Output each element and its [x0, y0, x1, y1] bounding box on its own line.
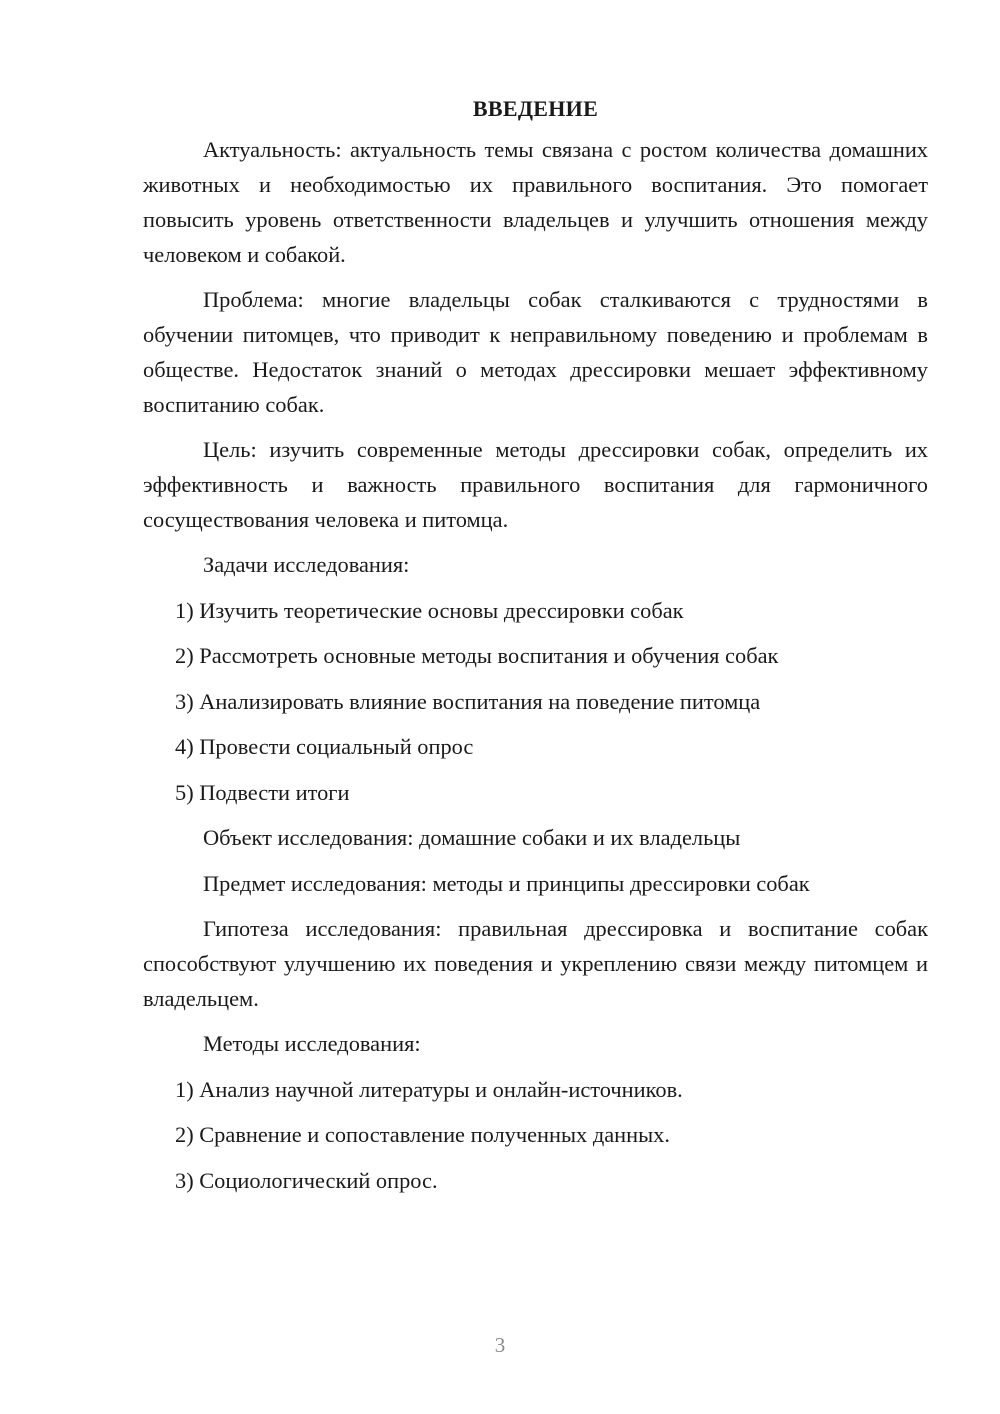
method-item: 3) Социологический опрос.	[175, 1167, 438, 1193]
task-item: 5) Подвести итоги	[175, 779, 350, 805]
relevance-paragraph: Актуальность: актуальность темы связана с ростом количества домашних животных и необходимостью их правильного воспитания. Это помогает повысить уровень ответственности владельцев и улучшить отношения между человеком и собакой.	[143, 137, 928, 267]
page-number: 3	[494, 1333, 506, 1357]
method-item: 2) Сравнение и сопоставление полученных данных.	[175, 1122, 670, 1147]
method-item: 1) Анализ научной литературы и онлайн-источников.	[175, 1076, 683, 1102]
section-title: ВВЕДЕНИЕ	[472, 96, 599, 121]
research-object: Объект исследования: домашние собаки и их владельцы	[203, 825, 741, 850]
methods-heading: Методы исследования:	[203, 1031, 421, 1056]
research-subject: Предмет исследования: методы и принципы дрессировки собак	[203, 870, 810, 896]
problem-paragraph: Проблема: многие владельцы собак сталкиваются с трудностями в обучении питомцев, что приводит к неправильному поведению и проблемам в обществе. Недостаток знаний о методах дрессировки мешает эффективному воспитанию собак.	[143, 287, 928, 417]
goal-paragraph: Цель: изучить современные методы дрессировки собак, определить их эффективность и важность правильного воспитания для гармоничного сосуществования человека и питомца.	[143, 437, 928, 532]
hypothesis-paragraph: Гипотеза исследования: правильная дрессировка и воспитание собак способствуют улучшению их поведения и укреплению связи между питомцем и владельцем.	[143, 916, 928, 1011]
document-page	[143, 92, 928, 1208]
task-item: 1) Изучить теоретические основы дрессировки собак	[175, 597, 684, 623]
tasks-heading: Задачи исследования:	[203, 552, 410, 577]
task-item: 3) Анализировать влияние воспитания на поведение питомца	[175, 688, 761, 714]
task-item: 4) Провести социальный опрос	[175, 734, 474, 759]
task-item: 2) Рассмотреть основные методы воспитания и обучения собак	[175, 643, 779, 668]
